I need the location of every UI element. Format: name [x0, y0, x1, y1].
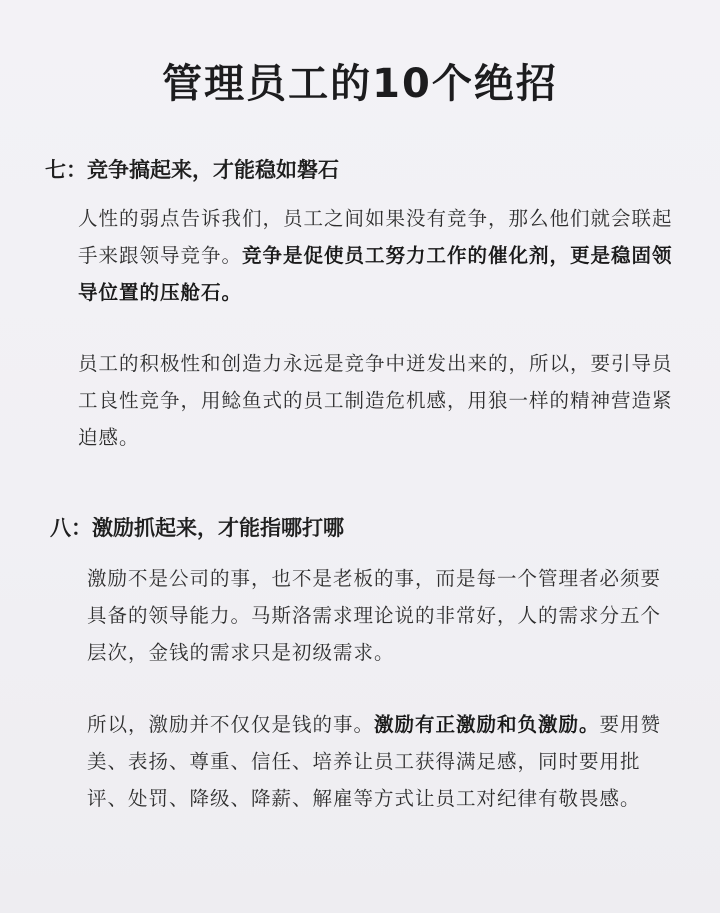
- section-8-paragraph-2: [87, 706, 677, 817]
- paragraph-text: 要用赞美、表扬、尊重、信任、培养让员工获得满足感，同时要用批评、处罚、降级、降薪、解雇等方式让员工对纪律有敬畏感。: [87, 713, 662, 810]
- emphasis-text: 竞争是促使员工努力工作的催化剂，更是稳固领导位置的压舱石。: [78, 244, 673, 304]
- page-title: 管理员工的10个绝招: [162, 61, 558, 107]
- paragraph-text: 所以，激励并不仅仅是钱的事。: [87, 713, 375, 736]
- section-heading-7: 七：竞争搞起来，才能稳如磐石: [45, 158, 339, 182]
- section-7-paragraph-2: 员工的积极性和创造力永远是竞争中迸发出来的，所以，要引导员工良性竞争，用鲶鱼式的员工制造危机感，用狼一样的精神营造紧迫感。: [78, 352, 673, 449]
- paragraph-text: 人性的弱点告诉我们，员工之间如果没有竞争，那么他们就会联起手来跟领导竞争。: [78, 207, 673, 267]
- section-heading-8: 八：激励抓起来，才能指哪打哪: [50, 516, 344, 540]
- section-8-paragraph-1: 激励不是公司的事，也不是老板的事，而是每一个管理者必须要具备的领导能力。马斯洛需求理论说的非常好，人的需求分五个层次，金钱的需求只是初级需求。: [87, 567, 662, 664]
- section-7-paragraph-1: [78, 200, 678, 311]
- emphasis-text: 激励有正激励和负激励。: [374, 713, 600, 736]
